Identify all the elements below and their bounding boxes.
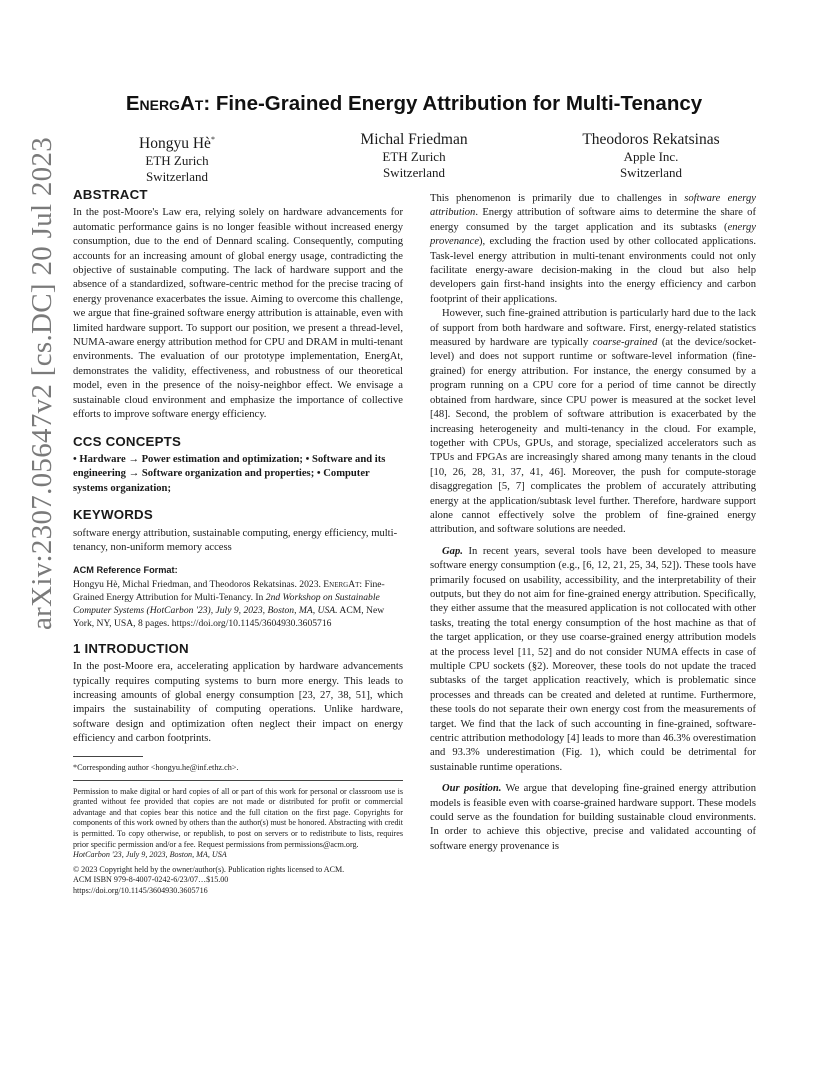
- footnote: *Corresponding author <hongyu.he@inf.ethz.ch>.: [73, 762, 239, 772]
- permission-rule: [73, 780, 403, 781]
- introduction-heading: 1 INTRODUCTION: [73, 640, 189, 656]
- position-paragraph: Our position. We argue that developing fine-grained energy attribution models is feasible even with coarse-grained hardware support. These models could serve as the foundation for building sustainable cloud environments. In order to achieve this objective, precise and validated accounting of software energy provenance is: [430, 783, 756, 852]
- author-2: [309, 130, 519, 185]
- title-system-name: EnergAt: [125, 92, 204, 115]
- left-column: [73, 188, 403, 897]
- author-affiliation: Apple Inc.: [623, 149, 679, 164]
- gap-label: Gap.: [442, 545, 463, 557]
- doi-line: https://doi.org/10.1145/3604930.3605716: [73, 885, 208, 895]
- ccs-concepts: • Hardware → Power estimation and optimization; • Software and its engineering → Software organization and properties; • Computer systems organization;: [73, 453, 386, 494]
- author-country: Switzerland: [145, 169, 209, 185]
- author-affiliation: ETH Zurich: [145, 153, 209, 169]
- gap-paragraph: Gap. In recent years, several tools have been developed to measure software energy consumption (e.g., [6, 12, 21, 25, 34, 52]). These tools have primarily focused on usability, accessibility, and the interpretability of their outputs, but they do not aim for fine-grained energy attribution. Specifically, they either assume that the measured application is not collocated with other tasks, treating the total energy consumption of the host machine as that of the target application, or they use coarse-grained energy attribution models at the process level [11, 52] and do not consider NUMA effects in case of multiple CPU sockets (§2). Moreover, these tools do not update the traced subtasks of the target application reactively, which is problematic since processes and threads can be created and deleted at runtime. Furthermore, these tools do not separate their own energy cost from the measurements of target. We find that the lack of such accounting in fine-grained, software-centric attribution methodology [4] leads to more than 46.3% overestimation and 93.3% underestimation (Fig. 1), which could be detrimental for sustainable runtime operations.: [430, 545, 756, 773]
- author-1: [72, 130, 282, 185]
- ccs-item-1-from: Hardware: [79, 453, 126, 465]
- author-country: Switzerland: [382, 165, 446, 180]
- keywords-heading: KEYWORDS: [73, 507, 153, 523]
- copyright-line: © 2023 Copyright held by the owner/author(s). Publication rights licensed to ACM.: [73, 864, 345, 874]
- ccs-item-2-to: Software organization and properties: [141, 468, 311, 480]
- abstract-heading: ABSTRACT: [73, 187, 148, 202]
- author-3: [546, 130, 756, 185]
- ccs-item-2-from: Software and its engineering: [73, 453, 386, 480]
- introduction-text: In the post-Moore era, accelerating application by hardware advancements typically requires computing systems to burn more energy. This leads to increasing amounts of global energy consumption [23, 27, 38, 51], which impairs the sustainability of computing operations. Unlike hardware, software design and optimization often neglect their impact on energy efficiency and carbon footprints.: [73, 661, 403, 745]
- author-affiliation: ETH Zurich: [382, 149, 446, 164]
- arxiv-identifier: arXiv:2307.05647v2 [cs.DC] 20 Jul 2023: [26, 136, 58, 630]
- ccs-heading: CCS CONCEPTS: [73, 433, 182, 449]
- permission-notice: Permission to make digital or hard copies of all or part of this work for personal or classroom use is granted without fee provided that copies are not made or distributed for profit or commercial advantage and that copies bear this notice and the full citation on the first page. Copyrights for components of this work owned by others than the author(s) must be honored. Abstracting with credit is permitted. To copy otherwise, or republish, to post on servers or to redistribute to lists, requires prior specific permission and/or a fee. Request permissions from permissions@acm.org.: [73, 786, 403, 849]
- body-paragraph-2: However, such fine-grained attribution is particularly hard due to the lack of support from both hardware and software. First, energy-related statistics measured by hardware are typically coarse-grained (at the device/socket-level) and does not support runtime or software-level information (fine-grained) for energy attribution. For instance, the energy consumed by a program running on a CPU core for a period of time cannot be directly obtained from hardware, since CPU power is measured at the socket level [48]. Second, the problem of software attribution is exacerbated by the increasing heterogeneity and multi-tenancy in the cloud. For example, together with CPUs, GPUs, and storage, specialized accelerators such as TPUs and FPGAs are increasingly shared among many tenants in the cloud [10, 26, 28, 31, 37, 41, 46]. Moreover, the push for compute-storage disaggregation [5, 7] complicates the problem of accurately attributing energy at the application/subtask level further. Therefore, hardware support alone cannot effectively solve the problem of fine-grained energy attribution, and software solutions are needed.: [430, 308, 756, 536]
- conference-line: HotCarbon '23, July 9, 2023, Boston, MA, USA: [73, 850, 227, 860]
- author-country: Switzerland: [619, 165, 683, 180]
- author-name: Theodoros Rekatsinas: [582, 131, 720, 148]
- author-name: Michal Friedman: [360, 131, 468, 148]
- acm-reference: Hongyu Hè, Michal Friedman, and Theodoros Rekatsinas. 2023. EnergAt: Fine-Grained Energy Attribution for Multi-Tenancy. In 2nd Workshop on Sustainable Computer Systems (HotCarbon '23), July 9, 2023, Boston, MA, USA. ACM, New York, NY, USA, 8 pages. https://doi.org/10.1145/3604930.3605716: [73, 578, 385, 629]
- right-column: [430, 192, 756, 854]
- keywords-text: software energy attribution, sustainable computing, energy efficiency, multi-tenancy, non-uniform memory access: [73, 527, 398, 553]
- ccs-item-3-from: Computer systems organization: [73, 468, 370, 494]
- title-rest: : Fine-Grained Energy Attribution for Multi-Tenancy: [203, 92, 703, 115]
- author-mark: *: [210, 135, 215, 144]
- body-paragraph-1: This phenomenon is primarily due to challenges in software energy attribution. Energy attribution of software aims to determine the share of energy consumed by the target application and its subtasks (energy provenance), excluding the fraction used by other collocated applications. Task-level energy attribution in multi-tenant environments could not only facilitate energy-aware decision-making in the cloud but also help developers gain first-hand insights into the energy efficiency and carbon footprint of their applications.: [430, 193, 756, 305]
- author-block: [72, 130, 756, 185]
- paper-title: [60, 92, 768, 116]
- abstract-text: In the post-Moore's Law era, relying solely on hardware advancements for automatic performance gains is no longer feasible without increased energy consumption, due to the end of Dennard scaling. Consequently, computing accounts for an increasing amount of global energy usage, contradicting the objective of sustainable computing. The lack of hardware support and the absence of a standardized, software-centric method for the precise tracing of energy provenance exacerbates the issue. Aiming to overcome this challenge, we argue that fine-grained software energy attribution is attainable, even with limited hardware support. To support our position, we present a thread-level, NUMA-aware energy attribution method for CPU and DRAM in multi-tenant environments. The evaluation of our prototype implementation, EnergAt, demonstrates the validity, effectiveness, and robustness of our theoretical model, even in the presence of the noisy-neighbor effect. We envisage a sustainable cloud environment and emphasize the importance of collective efforts to improve software energy efficiency.: [73, 207, 403, 421]
- acm-reference-heading: ACM Reference Format:: [73, 565, 178, 576]
- author-name: Hongyu Hè: [139, 135, 211, 153]
- ccs-item-1-to: Power estimation and optimization: [141, 453, 300, 465]
- position-label: Our position.: [442, 783, 502, 795]
- footnote-rule: [73, 756, 143, 757]
- isbn-line: ACM ISBN 979-8-4007-0242-6/23/07…$15.00: [73, 875, 229, 885]
